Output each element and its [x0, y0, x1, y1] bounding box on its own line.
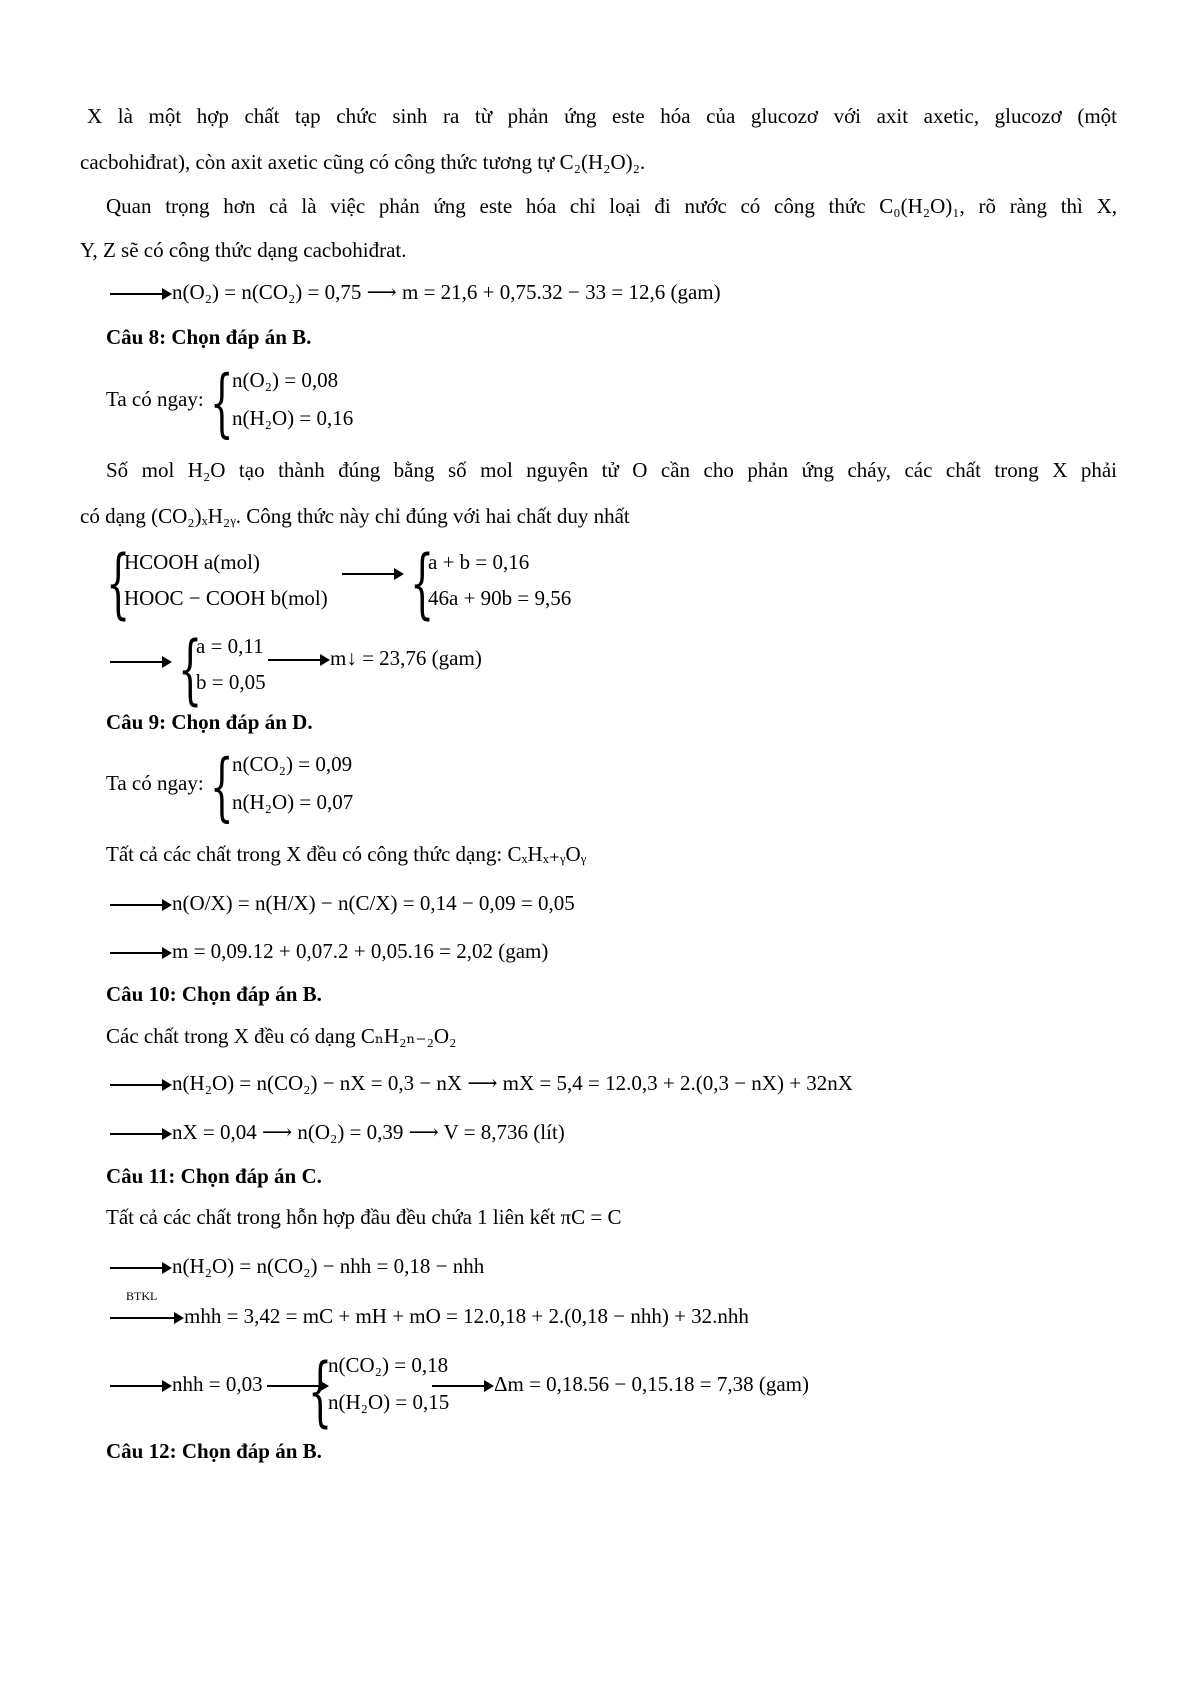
q11-eq-3a: nhh = 0,03	[110, 1374, 329, 1395]
q8-text-2: có dạng (CO₂)ₓH₂ᵧ. Công thức này chỉ đúng với hai chất duy nhất	[80, 504, 630, 528]
q10-eq-2: nX = 0,04 ⟶ n(O₂) = 0,39 ⟶ V = 8,736 (lít)	[110, 1122, 565, 1143]
q8-left-1: HCOOH a(mol)	[124, 550, 260, 574]
q11-sys-2: n(H₂O) = 0,15	[328, 1390, 450, 1414]
heading-q9: Câu 9: Chọn đáp án D.	[106, 710, 313, 734]
q11-eq-1: n(H₂O) = n(CO₂) − nhh = 0,18 − nhh	[110, 1256, 484, 1277]
q9-text: Tất cả các chất trong X đều có công thức dạng: CₓHₓ₊ᵧOᵧ	[106, 842, 587, 866]
q8-res-1: a = 0,11	[196, 634, 264, 658]
q11-text: Tất cả các chất trong hỗn hợp đầu đều chứa 1 liên kết πC = C	[106, 1205, 622, 1229]
q11-eq-3b: Δm = 0,18.56 − 0,15.18 = 7,38 (gam)	[432, 1374, 809, 1395]
arrow-icon	[110, 650, 172, 671]
arrow-icon	[342, 562, 404, 583]
q8-sys-1: n(O₂) = 0,08	[232, 368, 339, 392]
q11-sys-1: n(CO₂) = 0,18	[328, 1353, 449, 1377]
brace-icon: {	[308, 1346, 333, 1435]
brace-icon: {	[210, 744, 234, 830]
q8-intro: Ta có ngay:	[106, 387, 204, 411]
q9-sys-2: n(H₂O) = 0,07	[232, 790, 354, 814]
heading-q12: Câu 12: Chọn đáp án B.	[106, 1439, 322, 1463]
btkl-label: BTKL	[126, 1289, 158, 1303]
q9-sys-1: n(CO₂) = 0,09	[232, 752, 353, 776]
brace-icon: {	[106, 538, 131, 627]
brace-icon: {	[210, 360, 234, 446]
q8-res-3: m↓ = 23,76 (gam)	[268, 648, 482, 669]
q10-text: Các chất trong X đều có dạng CₙH₂ₙ₋₂O₂	[106, 1024, 457, 1048]
q9-intro: Ta có ngay:	[106, 771, 204, 795]
q8-text-1: Số mol H₂O tạo thành đúng bằng số mol nguyên tử O cần cho phản ứng cháy, các chất trong X phải	[106, 458, 1117, 482]
brace-icon: {	[178, 624, 203, 713]
q8-right-1: a + b = 0,16	[428, 550, 530, 574]
heading-q11: Câu 11: Chọn đáp án C.	[106, 1164, 322, 1188]
arrow-icon	[110, 293, 170, 295]
heading-q8: Câu 8: Chọn đáp án B.	[106, 325, 312, 349]
heading-q10: Câu 10: Chọn đáp án B.	[106, 982, 322, 1006]
q9-eq-2: m = 0,09.12 + 0,07.2 + 0,05.16 = 2,02 (gam)	[110, 941, 548, 962]
para-1-line-1: X là một hợp chất tạp chức sinh ra từ phản ứng este hóa của glucozơ với axit axetic, glucozơ (một	[87, 104, 1117, 128]
q10-eq-1: n(H₂O) = n(CO₂) − nX = 0,3 − nX ⟶ mX = 5,4 = 12.0,3 + 2.(0,3 − nX) + 32nX	[110, 1073, 853, 1094]
q9-eq-1: n(O/X) = n(H/X) − n(C/X) = 0,14 − 0,09 = 0,05	[110, 893, 575, 914]
brace-icon: {	[410, 538, 435, 627]
para-2-line-1: Quan trọng hơn cả là việc phản ứng este hóa chỉ loại đi nước có công thức C₀(H₂O)₁, rõ ràng thì X,	[106, 194, 1117, 218]
q8-right-2: 46a + 90b = 9,56	[428, 586, 572, 610]
q8-sys-2: n(H₂O) = 0,16	[232, 406, 354, 430]
q8-left-2: HOOC − COOH b(mol)	[124, 586, 328, 610]
equation-q7: n(O₂) = n(CO₂) = 0,75 ⟶ m = 21,6 + 0,75.32 − 33 = 12,6 (gam)	[110, 282, 721, 303]
para-1-line-2: cacbohiđrat), còn axit axetic cũng có công thức tương tự C₂(H₂O)₂.	[80, 150, 646, 174]
para-2-line-2: Y, Z sẽ có công thức dạng cacbohiđrat.	[80, 238, 407, 262]
q11-eq-2: BTKL mhh = 3,42 = mC + mH + mO = 12.0,18 + 2.(0,18 − nhh) + 32.nhh	[110, 1306, 749, 1327]
q8-res-2: b = 0,05	[196, 670, 266, 694]
